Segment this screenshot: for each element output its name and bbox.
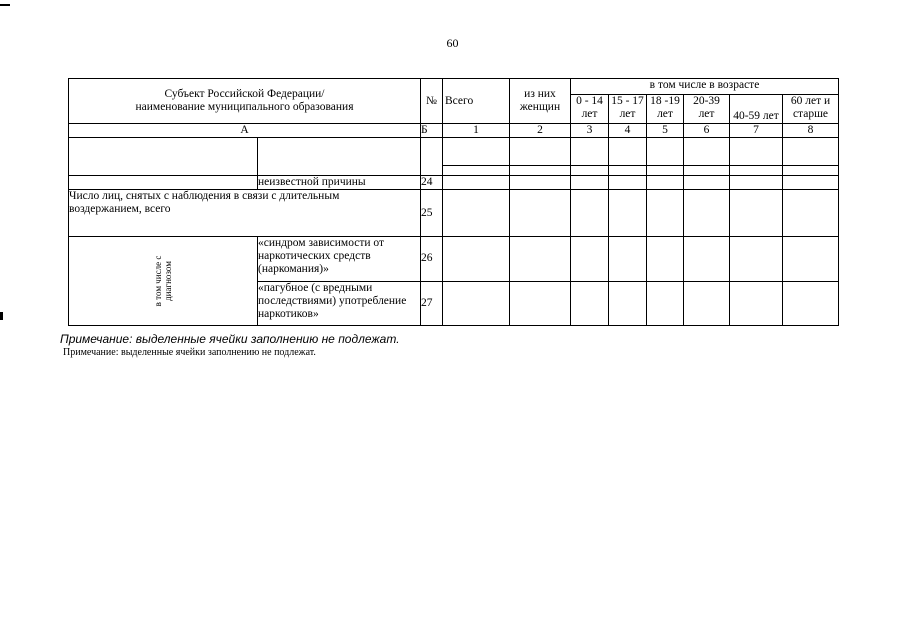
row-label: «синдром зависимости от наркотических средств (наркомания)» [258,237,421,282]
data-cell [647,281,684,326]
data-cell [571,281,609,326]
statistics-table [68,78,839,326]
table-row [69,237,839,282]
row-number: 25 [421,190,443,237]
data-cell [684,281,730,326]
row-number: 26 [421,237,443,282]
data-cell [443,190,510,237]
data-cell [647,138,684,176]
diagnosis-group-cell [69,237,258,326]
data-cell [783,237,839,282]
data-cell [730,176,783,190]
blank-cell [69,138,258,176]
age-column-header: 15 - 17 лет [609,95,647,124]
data-cell [684,138,730,176]
page-number: 60 [446,36,459,50]
blank-cell [258,138,421,176]
column-code: 3 [571,124,609,138]
data-cell [730,281,783,326]
number-header: № [421,79,443,124]
data-cell [609,281,647,326]
blank-cell [69,176,258,190]
table-row [69,176,839,190]
column-code: 5 [647,124,684,138]
data-cell [571,237,609,282]
column-code: 8 [783,124,839,138]
data-cell [730,190,783,237]
left-margin-mark [0,312,3,320]
data-cell [571,138,609,176]
data-cell [510,281,571,326]
column-code: 2 [510,124,571,138]
note-plain: Примечание: выделенные ячейки заполнению не подлежат. [63,347,316,358]
data-cell [443,176,510,190]
data-cell [647,190,684,237]
data-cell [510,176,571,190]
blank-cell [421,138,443,176]
row-label: «пагубное (с вредными последствиями) употребление наркотиков» [258,281,421,326]
age-column-header: 0 - 14 лет [571,95,609,124]
total-header: Всего [443,79,510,124]
age-column-header: 60 лет и старше [783,95,839,124]
data-cell [783,138,839,176]
row-number: 27 [421,281,443,326]
data-cell [443,281,510,326]
table-row [69,138,839,176]
data-cell [571,176,609,190]
data-cell [609,176,647,190]
data-cell [730,237,783,282]
women-header: из них женщин [510,79,571,124]
age-group-header: в том числе в возрасте [571,79,839,95]
data-cell [609,138,647,176]
data-cell [647,176,684,190]
row-label: неизвестной причины [258,176,421,190]
column-code: 6 [684,124,730,138]
data-cell [684,176,730,190]
column-code: 1 [443,124,510,138]
data-cell [783,176,839,190]
data-cell [783,281,839,326]
age-column-header: 40-59 лет [730,95,783,124]
subject-header: Субъект Российской Федерации/ наименование муниципального образования [69,79,421,124]
data-cell [571,190,609,237]
data-cell [609,237,647,282]
data-cell [510,138,571,176]
data-cell [443,237,510,282]
top-left-crop-mark [0,4,10,6]
column-code: А [69,124,421,138]
data-cell [684,190,730,237]
data-cell [510,237,571,282]
note-italic: Примечание: выделенные ячейки заполнению не подлежат. [60,332,400,346]
age-column-header: 20-39 лет [684,95,730,124]
row-label: Число лиц, снятых с наблюдения в связи с длительным воздержанием, всего [69,190,421,237]
data-cell [609,190,647,237]
column-code: 4 [609,124,647,138]
data-cell [443,138,510,176]
column-code: 7 [730,124,783,138]
row-number: 24 [421,176,443,190]
data-cell [783,190,839,237]
table-row [69,190,839,237]
data-cell [510,190,571,237]
data-cell [730,138,783,176]
data-cell [684,237,730,282]
column-code: Б [421,124,443,138]
diagnosis-group-label: в том числе с диагнозом [153,255,173,307]
age-column-header: 18 -19 лет [647,95,684,124]
data-cell [647,237,684,282]
